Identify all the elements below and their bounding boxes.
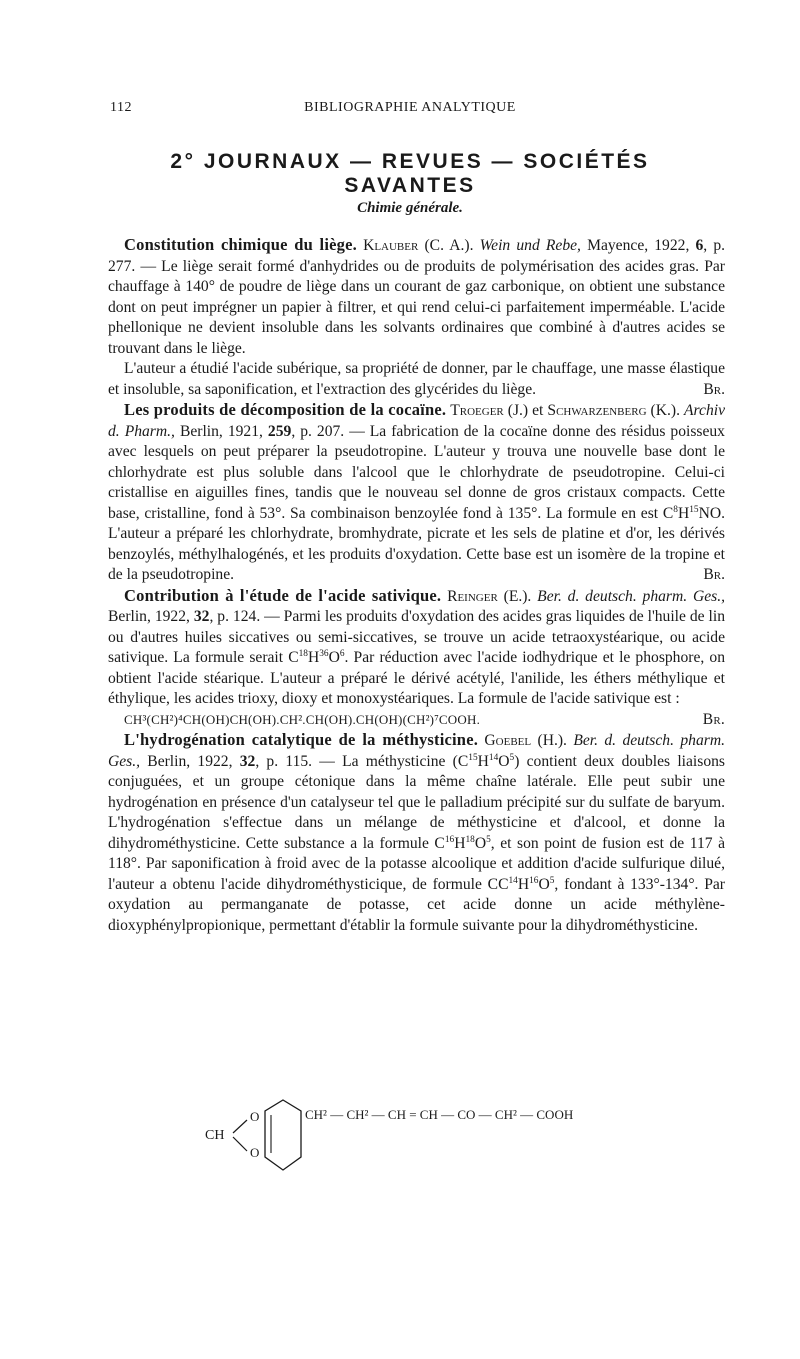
- article-cocaine: [108, 400, 725, 586]
- abstract-text: , fondant à 133°-134°. Par oxydation au permanganate de potasse, cet acide donne un acide méthylène-dioxyphénylpropionique, permettant d'établir la formule suivante pour la dihydrométhysticine.: [108, 875, 725, 934]
- citation: Berlin, 1922,: [147, 752, 233, 770]
- signature: Br.: [703, 380, 725, 398]
- citation: Berlin, 1922,: [108, 608, 190, 625]
- subsection-title: Chimie générale.: [357, 200, 463, 216]
- signature: Br.: [703, 566, 725, 583]
- journal: Archiv d. Pharm.,: [108, 402, 726, 440]
- journal: Ber. d. deutsch. pharm. Ges.,: [108, 732, 725, 770]
- volume: 32: [193, 608, 210, 625]
- formula-part: O: [498, 752, 510, 770]
- formula-line: [108, 710, 725, 731]
- author: Klauber: [363, 237, 419, 254]
- formula-part: NO: [698, 504, 722, 522]
- abstract-text: , p. 277. — Le liège serait formé d'anhydrides ou de produits de polymérisation des acides gras. Par chauffage à 140° de poudre de liège dans un courant de gaz carbonique, on obtient une substance dont on peut imprégner un papier à filtrer, et qui rend celui-ci parfaitement imperméable. L'acide phellonique ne devient insoluble dans les solvants ordinaires que combiné à d'autres acides se trouvant dans le liège.: [108, 237, 726, 357]
- subscript: 14: [488, 752, 499, 763]
- subscript: 18: [298, 648, 308, 659]
- bond-line: [233, 1120, 247, 1133]
- article-liege: [108, 235, 725, 359]
- abstract-text: ) contient deux doubles liaisons conjuguées, et un groupe cétonique dans la même chaîne latérale. Elle peut subir une hydrogénation en présence d'un catalyseur tel que le palladium précipité sur du sulfate de baryum. L'hydrogénation s'effectue dans un mélange de méthysticine et d'alcool, et donne la dihydrométhysticine. Cette substance a la formule C: [108, 752, 725, 852]
- formula: CH³(CH²)⁴CH(OH)CH(OH).CH².CH(OH).CH(OH)(CH²)⁷COOH.: [124, 711, 481, 727]
- running-head: [110, 100, 710, 120]
- formula-part: H: [517, 875, 530, 893]
- subscript: 5: [509, 752, 515, 763]
- author-initials: (H.).: [537, 732, 567, 749]
- author: Schwarzenberg: [547, 402, 647, 419]
- structural-formula: [195, 1095, 695, 1185]
- article-sativique: [108, 586, 725, 710]
- subscript: 16: [529, 875, 539, 886]
- author-initials: (C. A.).: [424, 237, 474, 254]
- formula-part: H: [477, 752, 489, 770]
- section-title: 2° JOURNAUX — REVUES — SOCIÉTÉS SAVANTES: [170, 150, 650, 197]
- abstract-text: L'auteur a étudié l'acide subérique, sa propriété de donner, par le chauffage, une masse élastique et insoluble, sa saponification, et l'extraction des glycérides du liège.: [108, 360, 725, 398]
- abstract-text: , p. 207. — La fabrication de la cocaïne donne des résidus poisseux avec lesquels on peut préparer la pseudotropine. L'auteur y trouva une nouvelle base dont le chlorhydrate est plus soluble dans l'alcool que le chlorhydrate de pseudotropine. Celui-ci cristallise en aiguilles fines, tandis que le nouveau sel donne de gros cristaux compacts. Cette base, cristalline, fond à 53°. Sa combinaison benzoylée fond à 135°. La formule en est C: [108, 422, 725, 522]
- article-body: [108, 235, 725, 936]
- citation: Berlin, 1921,: [179, 422, 263, 440]
- formula-part: O: [474, 834, 487, 852]
- article-methysticine: [108, 730, 725, 936]
- subscript: 15: [689, 504, 699, 515]
- formula-part: O: [538, 875, 550, 893]
- subscript: 14: [508, 875, 518, 886]
- abstract-text: , p. 115. — La méthysticine (C: [255, 752, 469, 770]
- volume: 32: [239, 752, 256, 770]
- author: Goebel: [484, 732, 532, 749]
- signature: Br.: [702, 710, 725, 728]
- formula-part: H: [677, 504, 690, 522]
- author-initials: (K.).: [650, 402, 680, 419]
- volume: 6: [695, 237, 704, 254]
- subscript: 8: [673, 504, 678, 515]
- article-title: Constitution chimique du liège.: [124, 235, 357, 254]
- formula-part: H: [454, 834, 466, 852]
- journal: Wein und Rebe,: [479, 237, 581, 254]
- article-liege-p2: [108, 359, 725, 400]
- volume: 259: [267, 422, 292, 440]
- article-title: L'hydrogénation catalytique de la méthysticine.: [124, 730, 479, 749]
- formula-part: C: [498, 875, 509, 893]
- author: Reinger: [447, 587, 498, 605]
- journal: Ber. d. deutsch. pharm. Ges.,: [537, 587, 726, 605]
- abstract-text: , et son point de fusion est de 117 à 118°. Par saponification à froid avec de la potasse alcoolique et addition d'acide sulfurique dilué, l'auteur a obtenu l'acide dihydrométhysticique, de formule C: [108, 834, 726, 893]
- article-title: Les produits de décomposition de la cocaïne.: [124, 400, 447, 419]
- side-chain: CH² — CH² — CH = CH — CO — CH² — COOH: [305, 1107, 574, 1122]
- abstract-text: . Par réduction avec l'acide iodhydrique et le phosphore, on obtient l'acide stéarique. L'auteur a préparé le dérivé acétylé, l'anilide, les éthers méthylique et éthylique, les acides trioxy, dioxy et monoxystéariques. La formule de l'acide sativique est :: [108, 649, 725, 707]
- ch-label: CH: [205, 1128, 225, 1143]
- formula-part: H: [307, 649, 320, 666]
- oxygen-top: O: [250, 1109, 260, 1124]
- structural-formula-drawing: [195, 1095, 695, 1185]
- author-initials: (J.) et: [507, 402, 544, 419]
- page-number: 112: [110, 100, 132, 115]
- subscript: 6: [339, 648, 345, 659]
- formula-part: O: [328, 649, 340, 666]
- oxygen-bottom: O: [250, 1145, 260, 1160]
- author-initials: (E.).: [503, 587, 532, 605]
- subscript: 5: [549, 875, 555, 886]
- benzene-ring: [265, 1100, 301, 1170]
- subscript: 5: [486, 834, 491, 845]
- subscript: 18: [465, 834, 475, 845]
- running-title: BIBLIOGRAPHIE ANALYTIQUE: [304, 100, 516, 115]
- subscript: 16: [444, 834, 455, 845]
- subscript: 36: [319, 648, 329, 659]
- author: Troeger: [450, 402, 504, 419]
- subscript: 15: [468, 752, 478, 763]
- abstract-text: . L'auteur a préparé les chlorhydrate, bromhydrate, picrate et les sels de platine et d'or, les dérivés benzoylés, méthylhalogénés, et les produits d'oxydation. Cette base est un isomère de la tropine et de la pseudotropine.: [108, 504, 725, 583]
- bond-line: [233, 1137, 247, 1151]
- citation: Mayence, 1922,: [587, 237, 690, 254]
- article-title: Contribution à l'étude de l'acide sativique.: [124, 585, 442, 605]
- abstract-text: , p. 124. — Parmi les produits d'oxydation des acides gras liquides de l'huile de lin ou d'autres huiles siccatives ou semi-siccatives, se trouve un acide tetraoxystéarique, ou acide sativique. La formule serait C: [108, 608, 725, 666]
